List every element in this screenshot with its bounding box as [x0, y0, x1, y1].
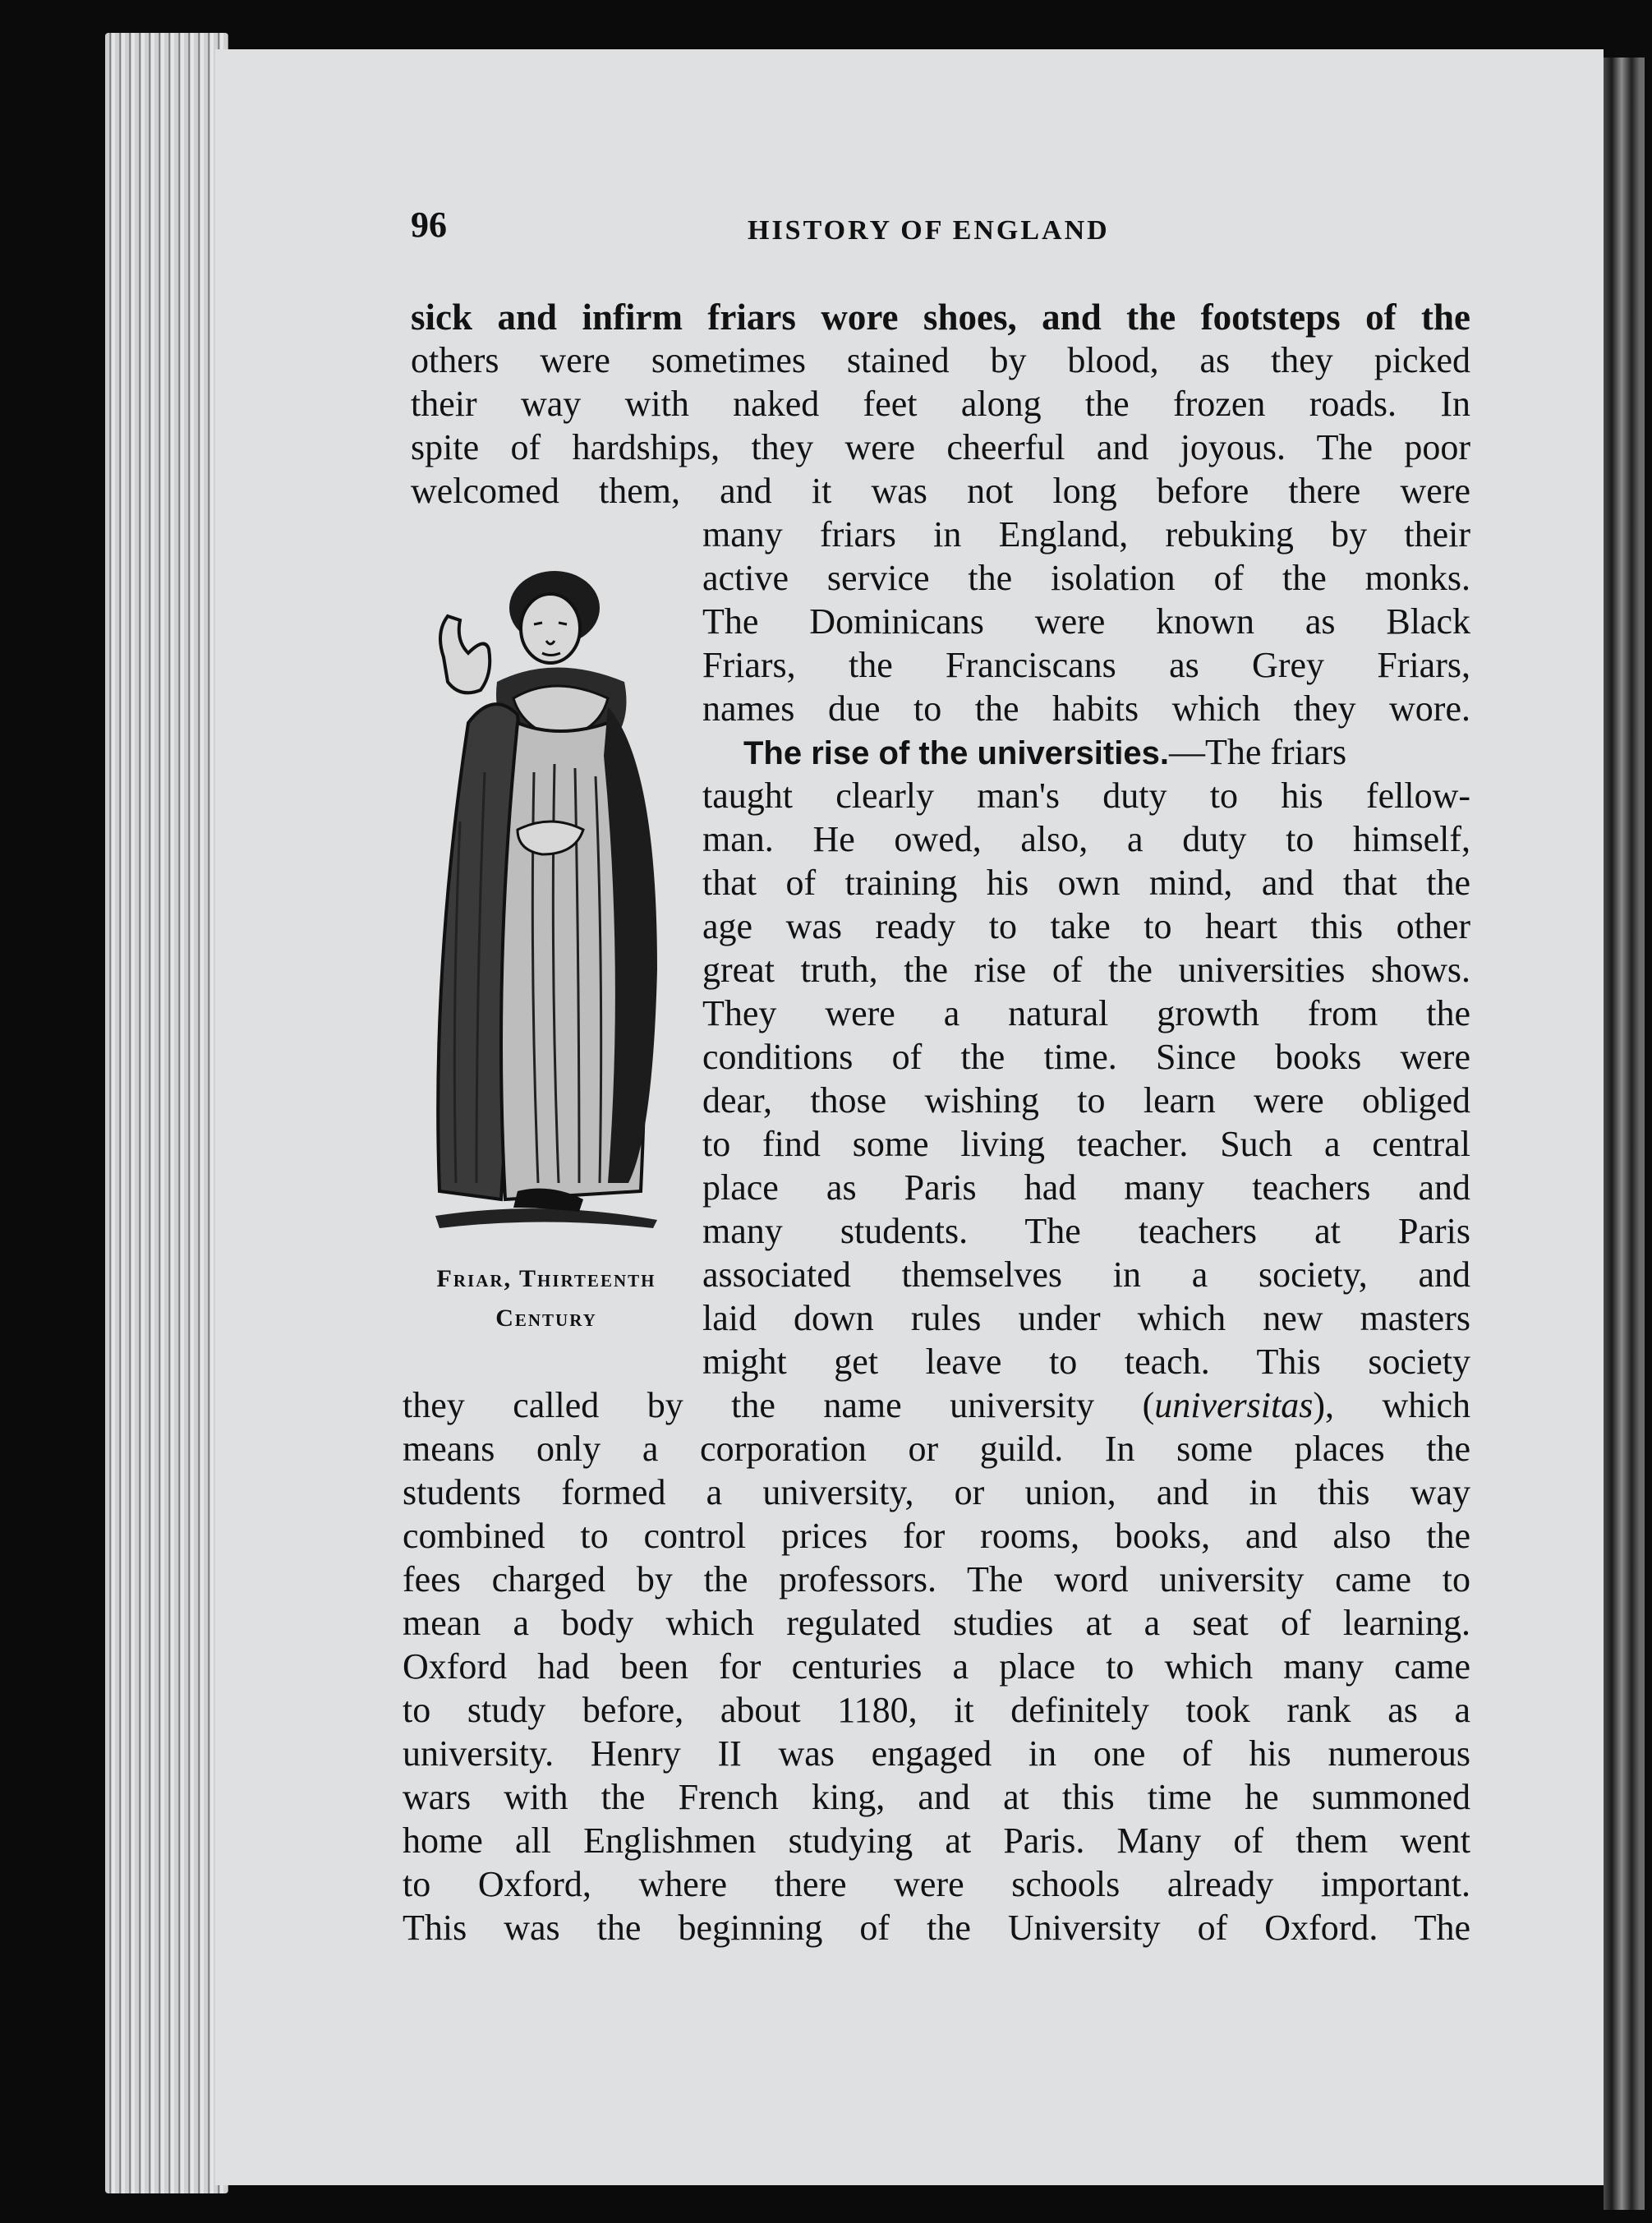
text-fragment: they called by the name university ( — [403, 1385, 1155, 1425]
text-line: laid down rules under which new masters — [702, 1298, 1470, 1338]
text-line: students formed a university, or union, and in this way — [403, 1472, 1470, 1512]
text-line: others were sometimes stained by blood, as they picked — [411, 340, 1470, 380]
text-line: place as Paris had many teachers and — [702, 1167, 1470, 1208]
text-line: names due to the habits which they wore. — [702, 688, 1470, 729]
text-line: The Dominicans were known as Black — [702, 601, 1470, 642]
page-stack-edges — [105, 33, 228, 2193]
text-line: age was ready to take to heart this other — [702, 906, 1470, 946]
text-line: taught clearly man's duty to his fellow- — [702, 776, 1470, 816]
section-heading-rest: —The friars — [1168, 732, 1347, 772]
text-line: Friars, the Franciscans as Grey Friars, — [702, 645, 1470, 685]
text-line: to find some living teacher. Such a central — [702, 1124, 1470, 1164]
figure-caption-line-1: Friar, Thirteenth — [436, 1265, 656, 1292]
running-title: HISTORY OF ENGLAND — [748, 215, 1110, 246]
text-line: great truth, the rise of the universities shows. — [702, 950, 1470, 990]
text-line: mean a body which regulated studies at a seat of learning. — [403, 1603, 1470, 1643]
text-line: many friars in England, rebuking by their — [702, 514, 1470, 555]
text-line: to Oxford, where there were schools already important. — [403, 1864, 1470, 1904]
text-line: man. He owed, also, a duty to himself, — [702, 819, 1470, 859]
text-line: their way with naked feet along the frozen roads. In — [411, 384, 1470, 424]
text-line: that of training his own mind, and that the — [702, 863, 1470, 903]
text-line — [403, 1384, 1470, 1427]
latin-term: universitas — [1154, 1385, 1314, 1425]
friar-illustration — [419, 559, 665, 1240]
section-heading: The rise of the universities. — [743, 735, 1169, 771]
text-line: dear, those wishing to learn were obliged — [702, 1080, 1470, 1121]
text-line: active service the isolation of the monks. — [702, 558, 1470, 598]
text-line: many students. The teachers at Paris — [702, 1211, 1470, 1251]
text-line: means only a corporation or guild. In some places the — [403, 1429, 1470, 1469]
text-line: welcomed them, and it was not long before there were — [411, 471, 1470, 511]
text-fragment: ), which — [1313, 1385, 1470, 1425]
text-line: spite of hardships, they were cheerful and joyous. The poor — [411, 427, 1470, 467]
text-line: fees charged by the professors. The word university came to — [403, 1559, 1470, 1599]
book-spine-edge — [1604, 58, 1645, 2210]
text-line: conditions of the time. Since books were — [702, 1037, 1470, 1077]
text-line: wars with the French king, and at this time he summoned — [403, 1777, 1470, 1817]
text-line: might get leave to teach. This society — [702, 1342, 1470, 1382]
text-line: associated themselves in a society, and — [702, 1254, 1470, 1295]
text-line: university. Henry II was engaged in one of his numerous — [403, 1733, 1470, 1774]
text-line: home all Englishmen studying at Paris. Many of them went — [403, 1820, 1470, 1861]
text-line: Oxford had been for centuries a place to which many came — [403, 1646, 1470, 1687]
page-number: 96 — [411, 205, 447, 245]
text-line: sick and infirm friars wore shoes, and the footsteps of the — [411, 297, 1470, 338]
text-line: to study before, about 1180, it definitely took rank as a — [403, 1690, 1470, 1730]
text-line: They were a natural growth from the — [702, 993, 1470, 1033]
text-line: This was the beginning of the University of Oxford. The — [403, 1908, 1470, 1948]
text-line: combined to control prices for rooms, books, and also the — [403, 1516, 1470, 1556]
figure-caption-line-2: Century — [495, 1305, 597, 1332]
section-heading-line — [743, 731, 1470, 775]
